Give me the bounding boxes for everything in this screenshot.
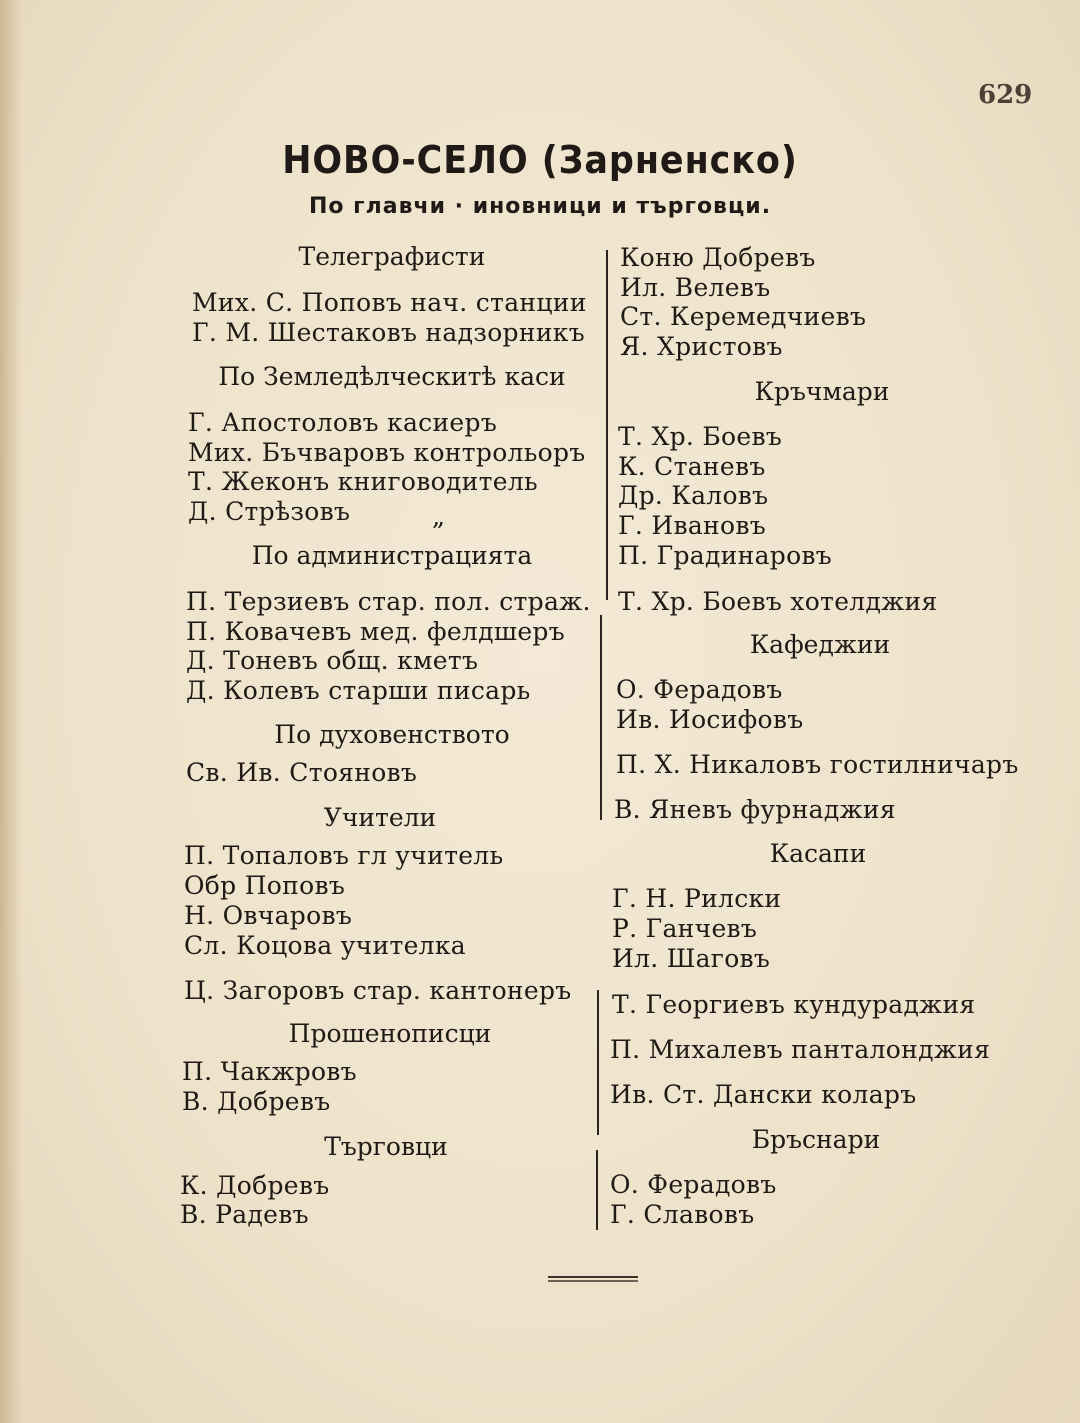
list-item: Д. Тоневъ общ. кметъ — [186, 646, 479, 675]
list-item: Мих. Бъчваровъ контрольоръ — [188, 438, 586, 467]
list-item: П. Градинаровъ — [618, 541, 833, 570]
list-item: Ц. Загоровъ стар. кантонеръ — [184, 976, 572, 1005]
list-item: Г. Апостоловъ касиеръ — [188, 408, 498, 437]
ditto-mark: „ — [432, 502, 446, 531]
list-item: Г. Славовъ — [610, 1200, 755, 1229]
list-item: Д. Стрѣзовъ — [188, 497, 351, 526]
list-item: Ил. Шаговъ — [612, 944, 771, 973]
list-item: П. Ковачевъ мед. фелдшеръ — [186, 617, 565, 646]
heading-agri: По Земледѣлческитѣ каси — [218, 362, 566, 391]
list-item: Сл. Коцова учителка — [184, 931, 466, 960]
list-item: Др. Каловъ — [618, 481, 769, 510]
list-item: Т. Георгиевъ кундураджия — [612, 990, 976, 1019]
list-item: Т. Хр. Боевъ хотелджия — [618, 587, 938, 616]
page-number: 629 — [978, 80, 1033, 110]
list-item: Н. Овчаровъ — [184, 901, 353, 930]
heading-teachers: Учители — [323, 803, 437, 832]
list-item: Г. М. Шестаковъ надзорникъ — [192, 318, 585, 347]
list-item: Св. Ив. Стояновъ — [186, 758, 418, 787]
list-item: П. Топаловъ гл учитель — [184, 841, 504, 870]
list-item: Мих. С. Поповъ нач. станции — [192, 288, 587, 317]
list-item: Я. Христовъ — [620, 332, 783, 361]
heading-barbers: Бръснари — [751, 1125, 881, 1154]
page-title: НОВО-СЕЛО (Зарненско) — [282, 138, 798, 182]
list-item: П. Терзиевъ стар. пол. страж. — [186, 587, 591, 616]
page-subtitle: По главчи · иновници и търговци. — [308, 194, 772, 219]
list-item: О. Ферадовъ — [616, 675, 783, 704]
column-divider — [606, 250, 608, 600]
list-item: Ст. Керемедчиевъ — [620, 302, 867, 331]
list-item: П. Х. Никаловъ гостилничаръ — [616, 750, 1019, 779]
list-item: Г. Ивановъ — [618, 511, 766, 540]
list-item: П. Чакжровъ — [182, 1057, 357, 1086]
heading-cafe: Кафеджии — [749, 630, 891, 659]
column-divider — [600, 615, 602, 820]
heading-merchants: Търговци — [324, 1132, 448, 1161]
column-divider — [596, 1150, 598, 1230]
list-item: К. Добревъ — [180, 1171, 330, 1200]
list-item: К. Станевъ — [618, 452, 766, 481]
list-item: Г. Н. Рилски — [612, 884, 782, 913]
list-item: Ив. Ст. Дански коларъ — [610, 1080, 917, 1109]
heading-telegraph: Телеграфисти — [298, 242, 486, 271]
list-item: В. Радевъ — [180, 1200, 309, 1229]
list-item: Ив. Иосифовъ — [616, 705, 804, 734]
heading-innkeepers: Кръчмари — [754, 377, 890, 406]
list-item: П. Михалевъ панталонджия — [610, 1035, 991, 1064]
end-rule — [548, 1276, 638, 1278]
list-item: О. Ферадовъ — [610, 1170, 777, 1199]
list-item: Т. Жеконъ книговодитель — [188, 467, 538, 496]
heading-butchers: Касапи — [769, 839, 867, 868]
column-divider — [597, 990, 599, 1135]
list-item: Т. Хр. Боевъ — [618, 422, 783, 451]
list-item: В. Яневъ фурнаджия — [614, 795, 896, 824]
list-item: Ил. Велевъ — [620, 273, 771, 302]
heading-admin: По администрацията — [251, 541, 533, 570]
list-item: Коню Добревъ — [620, 243, 816, 272]
list-item: Обр Поповъ — [184, 871, 346, 900]
list-item: Д. Колевъ старши писарь — [186, 676, 531, 705]
heading-petitioners: Прошенописци — [288, 1019, 492, 1048]
heading-clergy: По духовенството — [274, 720, 510, 749]
list-item: Р. Ганчевъ — [612, 914, 758, 943]
list-item: В. Добревъ — [182, 1087, 331, 1116]
